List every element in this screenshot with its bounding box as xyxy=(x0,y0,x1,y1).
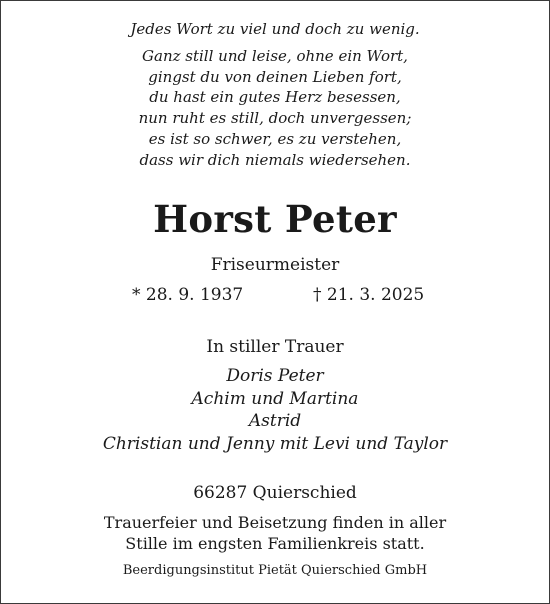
death-date: † 21. 3. 2025 xyxy=(313,285,425,305)
mourner-name: Doris Peter xyxy=(226,366,324,386)
location: 66287 Quierschied xyxy=(193,483,357,503)
mourners-list xyxy=(0,365,550,455)
poem-line: dass wir dich niemals wiedersehen. xyxy=(139,150,411,169)
undertaker-name: Beerdigungsinstitut Pietät Quierschied GmbH xyxy=(122,563,428,578)
memorial-poem xyxy=(0,19,550,171)
poem-line: Ganz still und leise, ohne ein Wort, xyxy=(142,46,408,65)
mourner-name: Astrid xyxy=(248,411,302,431)
mourning-heading: In stiller Trauer xyxy=(206,337,344,357)
poem-line: es ist so schwer, es zu verstehen, xyxy=(148,129,402,148)
service-line: Stille im engsten Familienkreis statt. xyxy=(125,534,425,553)
service-line: Trauerfeier und Beisetzung finden in aller xyxy=(103,513,447,532)
deceased-profession: Friseurmeister xyxy=(210,255,340,275)
poem-line: gingst du von deinen Lieben fort, xyxy=(148,67,402,86)
mourner-name: Christian und Jenny mit Levi und Taylor xyxy=(102,433,448,454)
service-note xyxy=(0,512,550,554)
poem-line: nun ruht es still, doch unvergessen; xyxy=(138,109,412,128)
deceased-name: Horst Peter xyxy=(153,197,397,241)
mourner-name: Achim und Martina xyxy=(191,388,359,409)
poem-first-line: Jedes Wort zu viel und doch zu wenig. xyxy=(130,20,420,38)
poem-line: du hast ein gutes Herz besessen, xyxy=(149,88,401,107)
birth-date: * 28. 9. 1937 xyxy=(132,285,244,305)
